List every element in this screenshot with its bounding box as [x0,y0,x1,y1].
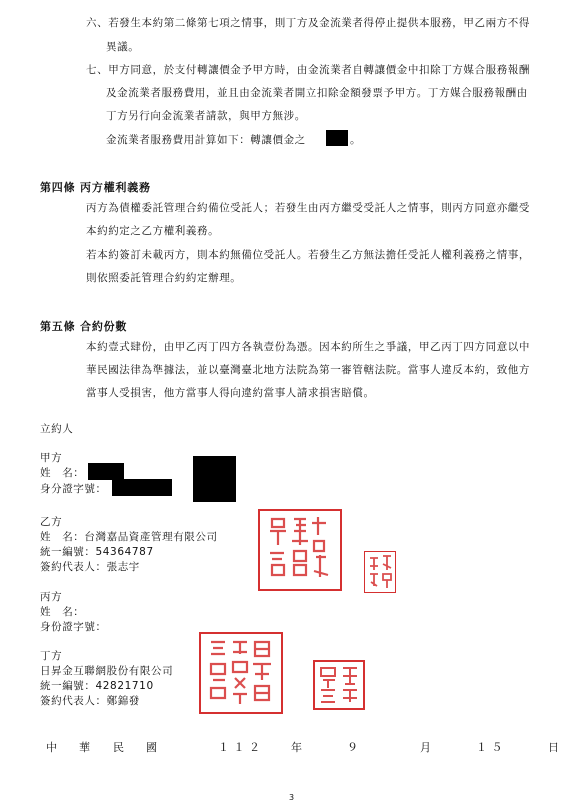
article-5-line-1: 本約壹式肆份，由甲乙丙丁四方各執壹份為憑。因本約所生之爭議，甲乙丙丁四方同意以中 [86,341,530,353]
party-d-representative: 簽約代表人：鄭錦發 [40,695,140,707]
party-d-company-name: 日昇金互聯網股份有限公司 [40,665,174,677]
article-4-p2-line-1: 若本約簽訂未載丙方，則本約無備位受託人。若發生乙方無法擔任受託人權利義務之情事， [86,249,530,261]
party-a-id-label: 身分證字號： [40,483,107,495]
item-6-line-1: 六、若發生本約第二條第七項之情事，則丁方及金流業者得停止提供本服務，甲乙兩方不得 [86,17,530,29]
party-c-name-label: 姓 名： [40,606,85,618]
page-number: 3 [289,793,295,802]
article-4-p1-line-2: 本約約定之乙方權利義務。 [86,225,220,237]
date-month-unit: 月 [420,741,432,754]
item-7-line-3: 丁方另行向金流業者請款，與甲方無涉。 [106,110,306,122]
party-a-seal-redaction [193,456,236,502]
date-era-char-4: 國 [146,741,158,754]
party-b-representative: 簽約代表人：張志宇 [40,561,140,573]
party-b-label: 乙方 [40,516,63,528]
party-b-company-seal [258,509,342,591]
party-c-label: 丙方 [40,591,63,603]
item-7-line-1: 七、甲方同意，於支付轉讓價金予甲方時，由金流業者自轉讓價金中扣除丁方媒合服務報酬 [86,64,530,76]
party-a-label: 甲方 [40,452,63,464]
article-4-p2-line-2: 則依照委託管理合約約定辦理。 [86,272,242,284]
article-5-line-3: 當事人受損害，他方當事人得向違約當事人請求損害賠償。 [86,387,375,399]
party-a-name-redaction [88,463,124,480]
fee-redaction [326,130,348,146]
fee-line: 金流業者服務費用計算如下：轉讓價金之 [106,134,306,146]
article-5-line-2: 華民國法律為準據法，並以臺灣臺北地方法院為第一審管轄法院。當事人違反本約，致他方 [86,364,530,376]
date-era-char-2: 華 [79,741,91,754]
article-4-title: 第四條 丙方權利義務 [40,181,151,194]
party-d-tax-id: 統一編號：42821710 [40,680,154,692]
party-b-tax-id: 統一編號：54364787 [40,546,154,558]
signatories-heading: 立約人 [40,423,74,435]
party-d-rep-seal [313,660,365,710]
date-day: １ ５ [476,741,503,754]
fee-line-end: 。 [350,134,362,146]
party-d-company-seal [199,632,283,714]
party-b-name-line: 姓 名：台灣嘉品資產管理有限公司 [40,531,218,543]
date-month: ９ [347,741,359,754]
item-6-line-2: 異議。 [106,41,140,53]
date-era-char-1: 中 [46,741,58,754]
party-c-id-label: 身份證字號： [40,621,107,633]
date-year-unit: 年 [291,741,303,754]
party-a-id-redaction [112,479,172,496]
date-day-unit: 日 [548,741,560,754]
party-d-label: 丁方 [40,650,63,662]
date-era-char-3: 民 [113,741,125,754]
article-4-p1-line-1: 丙方為債權委託管理合約備位受託人；若發生由丙方繼受受託人之情事，則丙方同意亦繼受 [86,202,530,214]
party-b-rep-seal [364,551,396,593]
article-5-title: 第五條 合約份數 [40,320,128,333]
party-a-name-label: 姓 名： [40,467,85,479]
date-year: １ １ ２ [218,741,261,754]
item-7-line-2: 及金流業者服務費用，並且由金流業者開立扣除金額發票予甲方。丁方媒合服務報酬由 [106,87,528,99]
